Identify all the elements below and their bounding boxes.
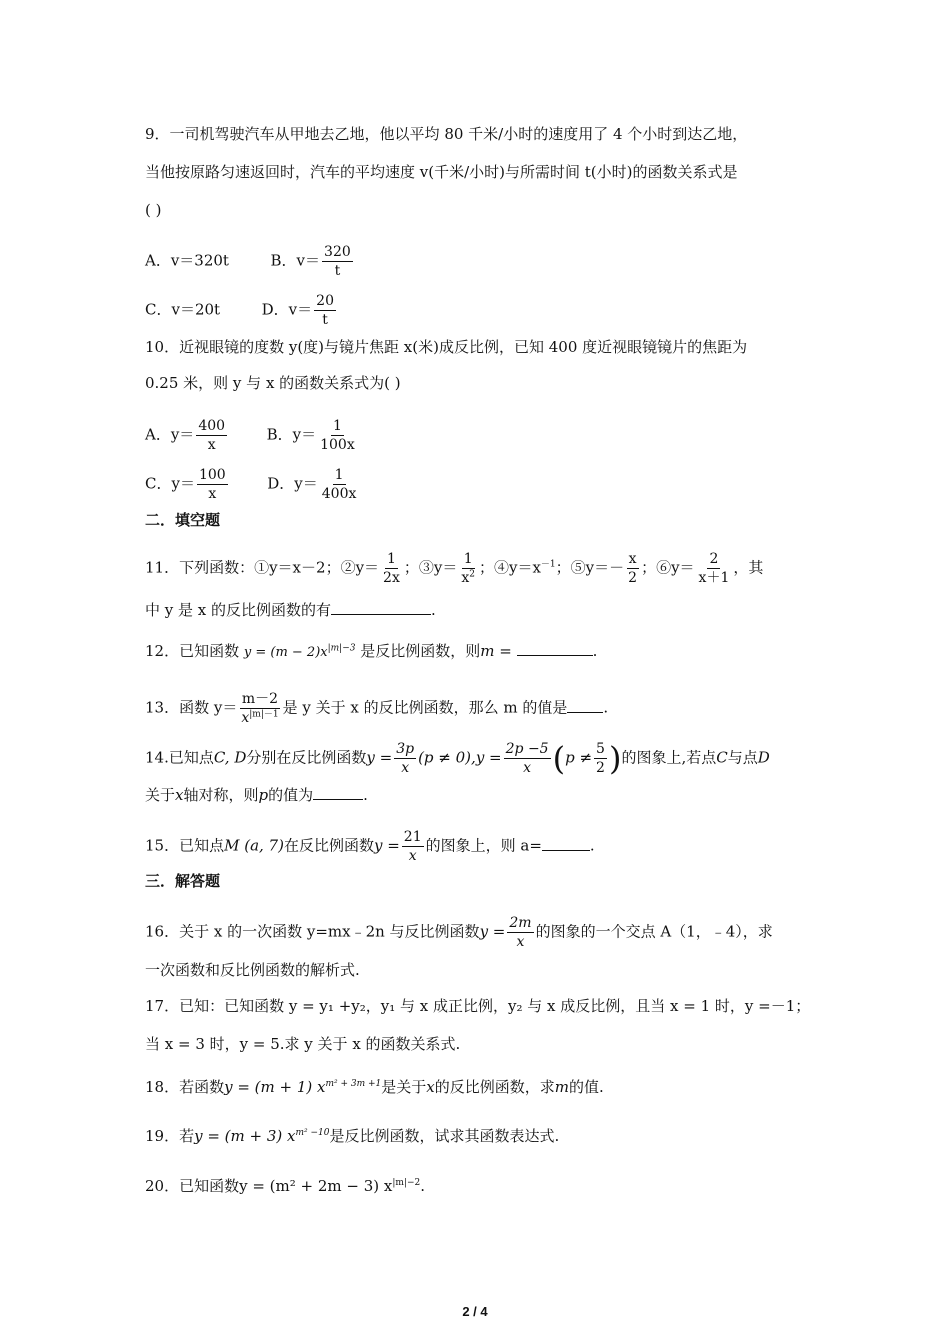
q9-options-ab — [145, 243, 355, 280]
q14-fraction-2: $\frac{2p -5}{x}$ — [505, 741, 549, 776]
q10-option-d-label: D．y＝ — [267, 474, 318, 493]
q10-option-a-fraction: $\frac{400}{x}$ — [198, 418, 226, 453]
q11-fraction-2: $\frac{1}{2x}$ — [383, 551, 400, 586]
q16-line1: 16．关于 x 的一次函数 y=mx﹣2n 与反比例函数y = $\frac{2m}{x}$ 的图象的一个交点 A（1，﹣4），求 — [145, 915, 773, 950]
section-answer-heading: 三．解答题 — [145, 872, 221, 890]
q9-option-b-label: B．v＝ — [270, 251, 321, 270]
q16-fraction: $\frac{2m}{x}$ — [509, 915, 532, 950]
q9-option-d-label: D．v＝ — [261, 300, 313, 319]
q10-option-a-label: A．y＝ — [145, 425, 195, 444]
q10-line1: 10．近视眼镜的度数 y(度)与镜片焦距 x(米)成反比例，已知 400 度近视眼镜镜片的焦距为 — [145, 338, 748, 356]
q9-option-b-fraction: $\frac{320}{t}$ — [324, 244, 351, 279]
q19-line: 19．若y = (m + 3) $x^{m^2 -10}$是反比例函数，试求其函数表达式. — [145, 1127, 560, 1145]
q11-fraction-6: $\frac{2}{x+1}$ — [698, 551, 730, 586]
q15-answer-blank[interactable] — [542, 836, 590, 851]
q10-option-d-fraction: $\frac{1}{400x}$ — [321, 467, 357, 502]
q12-line: 12．已知函数 $y = (m - 2)x^{|m|-3}$ 是反比例函数，则m = . — [145, 642, 598, 660]
q9-option-a: A．v＝320t — [145, 251, 229, 270]
q14-line2: 关于x轴对称，则p的值为 . — [145, 786, 368, 804]
q11-fraction-3: $\frac{1}{x^2}$ — [461, 551, 475, 586]
q14-line1: 14.已知点C, D分别在反比例函数y = $\frac{3p}{x}$ (p ≠ 0),y = $\frac{2p -5}{x}$ (p ≠ $\frac{5}{2}$ )的图象上,若点C与点D — [145, 739, 770, 778]
q10-option-c-fraction: $\frac{100}{x}$ — [198, 467, 226, 502]
q11-line2: 中 y 是 x 的反比例函数的有 . — [145, 601, 436, 619]
q13-fraction: $\frac{m-2}{x^{|m|-1}}$ — [241, 691, 279, 726]
q10-option-b-label: B．y＝ — [266, 425, 317, 444]
q17-line2: 当 x = 3 时，y = 5.求 y 关于 x 的函数关系式. — [145, 1035, 461, 1053]
q10-option-c-label: C．y＝ — [145, 474, 195, 493]
q15-fraction: $\frac{21}{x}$ — [403, 829, 422, 864]
q9-line1: 9．一司机驾驶汽车从甲地去乙地，他以平均 80 千米/小时的速度用了 4 个小时到达乙地， — [145, 125, 748, 143]
q9-line2: 当他按原路匀速返回时，汽车的平均速度 v(千米/小时)与所需时间 t(小时)的函数关系式是 — [145, 163, 738, 181]
q10-option-b-fraction: $\frac{1}{100x}$ — [320, 418, 355, 453]
q16-line2: 一次函数和反比例函数的解析式. — [145, 961, 360, 979]
q11-fraction-5: $\frac{x}{2}$ — [628, 551, 638, 586]
q10-options-cd — [145, 466, 360, 503]
q9-options-cd — [145, 292, 338, 329]
q15-line: 15．已知点M (a, 7)在反比例函数y = $\frac{21}{x}$ 的图象上，则 a= . — [145, 829, 595, 864]
q9-line3: ( ) — [145, 201, 162, 219]
q14-fraction-1: $\frac{3p}{x}$ — [396, 741, 415, 776]
q9-option-d-fraction: $\frac{20}{t}$ — [316, 293, 334, 328]
q9-option-c: C．v＝20t — [145, 300, 221, 319]
q13-line: 13．函数 y＝ $\frac{m-2}{x^{|m|-1}}$ 是 y 关于 x 的反比例函数，那么 m 的值是 . — [145, 691, 609, 726]
q20-line: 20．已知函数y = (m² + 2m − 3) $x^{|m|-2}$. — [145, 1177, 426, 1195]
q12-answer-blank[interactable] — [517, 641, 593, 656]
q14-condition-fraction: $\frac{5}{2}$ — [596, 741, 605, 776]
q10-line2: 0.25 米，则 y 与 x 的函数关系式为( ) — [145, 374, 401, 392]
q11-answer-blank[interactable] — [331, 600, 431, 615]
q10-options-ab — [145, 417, 359, 454]
q18-line: 18．若函数y = (m + 1) $x^{m^2 + 3m +1}$是关于x的反比例函数，求m的值. — [145, 1078, 604, 1096]
q14-answer-blank[interactable] — [313, 785, 363, 800]
page-number: 2 / 4 — [462, 1304, 488, 1319]
q11-line1: 11．下列函数：①y＝x－2；②y＝ $\frac{1}{2x}$ ；③y＝ $\frac{1}{x^2}$ ；$④y=x^{-1}$；⑤y＝－ $\frac{x}{2}$ ；⑥y＝ $\frac{2}{x+1}$ ，其 — [145, 551, 764, 586]
section-fill-in-heading: 二．填空题 — [145, 511, 221, 529]
q17-line1: 17．已知：已知函数 y = y₁ +y₂，y₁ 与 x 成正比例，y₂ 与 x 成反比例，且当 x = 1 时，y =－1； — [145, 997, 811, 1015]
q13-answer-blank[interactable] — [567, 698, 603, 713]
